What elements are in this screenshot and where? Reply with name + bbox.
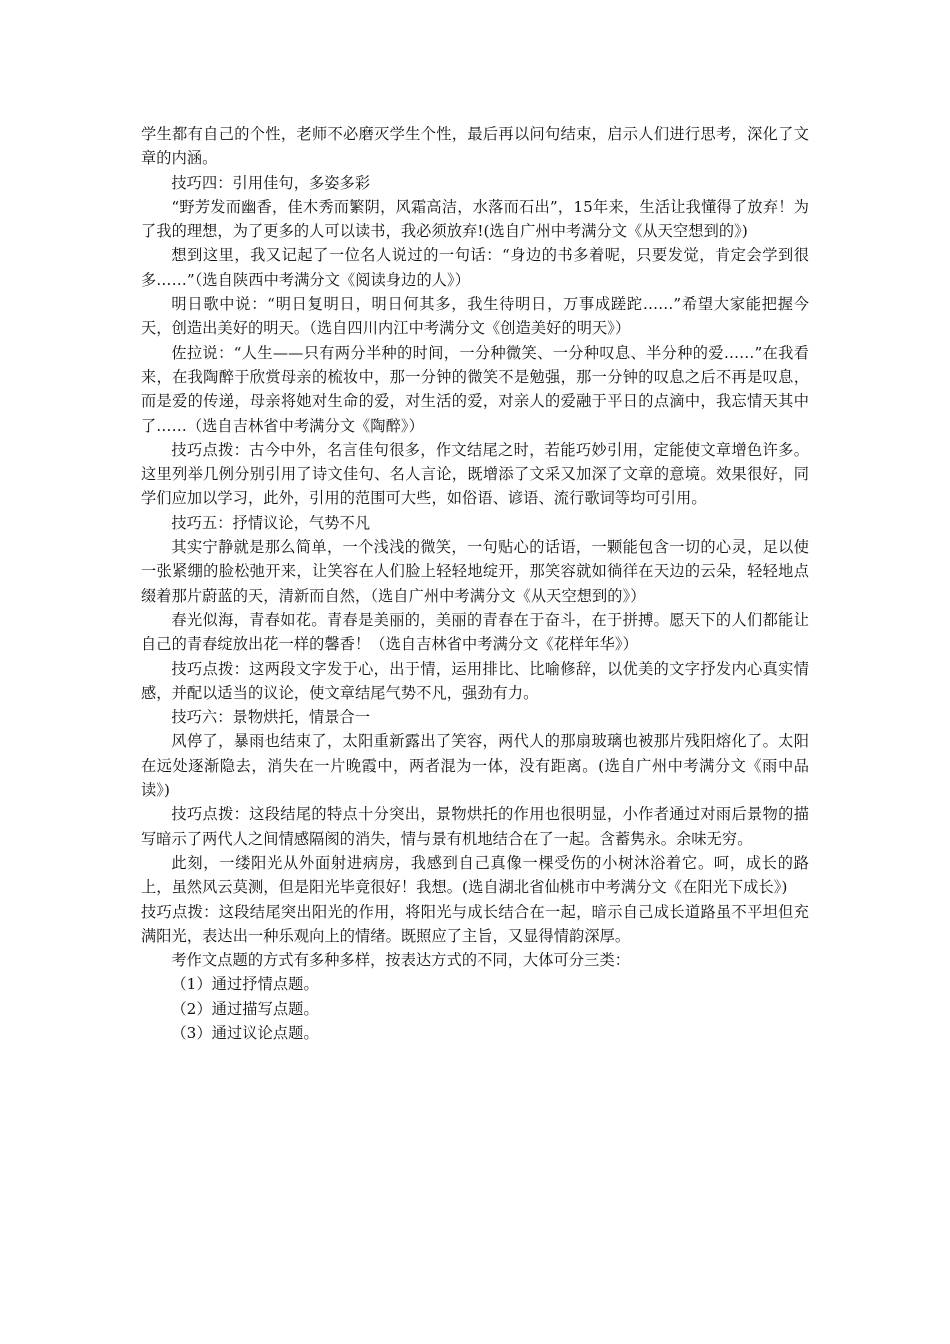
paragraph-tip-five: 技巧点拨：这两段文字发于心，出于情，运用排比、比喻修辞，以优美的文字抒发内心真实情感，并配以适当的议论，使文章结尾气势不凡，强劲有力。 — [141, 659, 809, 702]
paragraph-scene-1: 风停了，暴雨也结束了，太阳重新露出了笑容，两代人的那扇玻璃也被那片残阳熔化了。太阳在远处逐渐隐去，消失在一片晚霞中，两者混为一体，没有距离。(选自广州中考满分文《雨中品读》) — [141, 732, 809, 800]
paragraph-summary: 考作文点题的方式有多种多样，按表达方式的不同，大体可分三类： — [171, 951, 631, 970]
heading-technique-four: 技巧四：引用佳句，多姿多彩 — [171, 173, 371, 192]
paragraph-intro-end: 学生都有自己的个性，老师不必磨灭学生个性，最后再以问句结束，启示人们进行思考，深化了文章的内涵。 — [141, 125, 809, 168]
paragraph-lyric-2: 春光似海，青春如花。青春是美丽的，美丽的青春在于奋斗，在于拼搏。愿天下的人们都能让自己的青春绽放出花一样的馨香！（选自吉林省中考满分文《花样年华》） — [141, 610, 809, 654]
list-item: （3）通过议论点题。 — [171, 1023, 319, 1042]
list-item: （2）通过描写点题。 — [171, 999, 319, 1018]
paragraph-quote-3: 明日歌中说：“明日复明日，明日何其多，我生待明日，万事成蹉跎……”希望大家能把握今天，创造出美好的明天。（选自四川内江中考满分文《创造美好的明天》） — [141, 295, 809, 338]
paragraph-quote-1: “野芳发而幽香，佳木秀而繁阴，风霜高洁，水落而石出”，15年来，生活让我懂得了放弃！为了我的理想，为了更多的人可以读书，我必须放弃!(选自广州中考满分文《从天空想到的》) — [141, 197, 809, 241]
paragraph-scene-2: 此刻，一缕阳光从外面射进病房，我感到自己真像一棵受伤的小树沐浴着它。呵，成长的路上，虽然风云莫测，但是阳光毕竟很好！我想。(选自湖北省仙桃市中考满分文《在阳光下成长》) — [141, 853, 809, 897]
heading-technique-six: 技巧六：景物烘托，情景合一 — [171, 708, 371, 727]
paragraph-quote-4: 佐拉说：“人生——只有两分半种的时间，一分种微笑、一分种叹息、半分种的爱……”在我看来，在我陶醉于欣赏母亲的梳妆中，那一分钟的微笑不是勉强，那一分钟的叹息之后不再是叹息，而是爱的传递，母亲将她对生命的爱，对生活的爱，对亲人的爱融于平日的点滴中，我忘情天其中了……（选自吉林省中考满分文《陶醉》） — [141, 343, 809, 435]
paragraph-tip-four: 技巧点拨：古今中外，名言佳句很多，作文结尾之时，若能巧妙引用，定能使文章增色许多。这里列举几例分别引用了诗文佳句、名人言论，既增添了文采又加深了文章的意境。效果很好，同学们应加以学习，此外，引用的范围可大些，如俗语、谚语、流行歌词等均可引用。 — [141, 440, 809, 508]
paragraph-quote-2: 想到这里，我又记起了一位名人说过的一句话：“身边的书多着呢，只要发觉，肯定会学到很多……”（选自陕西中考满分文《阅读身边的人》） — [141, 246, 809, 289]
paragraph-tip-six-2: 技巧点拨：这段结尾突出阳光的作用，将阳光与成长结合在一起，暗示自己成长道路虽不平坦但充满阳光，表达出一种乐观向上的情绪。既照应了主旨，又显得情韵深厚。 — [141, 902, 809, 945]
paragraph-lyric-1: 其实宁静就是那么简单，一个浅浅的微笑，一句贴心的话语，一颗能包含一切的心灵，足以使一张紧绷的脸松弛开来，让笑容在人们脸上轻轻地绽开，那笑容就如徜徉在天边的云朵，轻轻地点缀着那片蔚蓝的天，清新而自然，（选自广州中考满分文《从天空想到的》） — [141, 538, 809, 605]
list-item: （1）通过抒情点题。 — [171, 975, 319, 994]
document-body — [141, 122, 809, 1045]
heading-technique-five: 技巧五：抒情议论，气势不凡 — [171, 513, 371, 532]
paragraph-tip-six-1: 技巧点拨：这段结尾的特点十分突出，景物烘托的作用也很明显，小作者通过对雨后景物的描写暗示了两代人之间情感隔阂的消失，情与景有机地结合在了一起。含蓄隽永。余味无穷。 — [141, 805, 809, 848]
